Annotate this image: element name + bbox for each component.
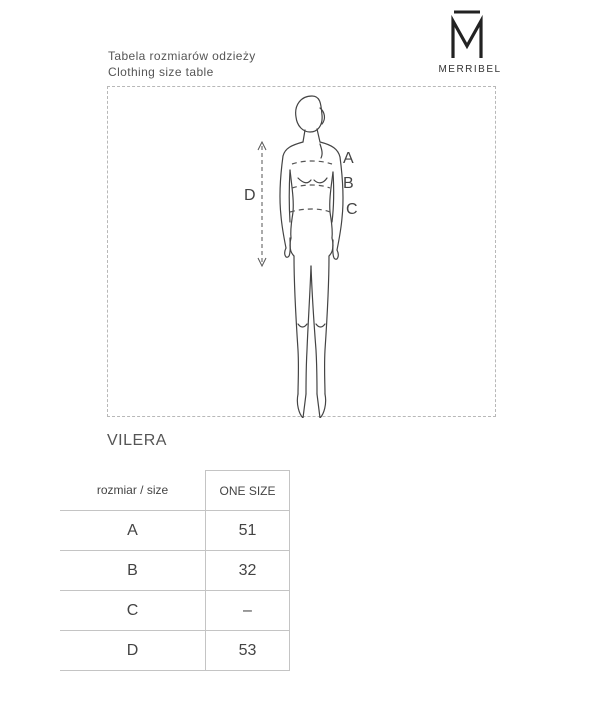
model-name: VILERA [107,432,167,449]
page-title-polish: Tabela rozmiarów odzieży [108,49,256,63]
size-table-header-label: rozmiar / size [60,471,206,511]
row-value: 53 [206,631,290,671]
size-table-row [60,591,290,631]
marker-c-label: C [346,201,358,218]
merribel-logo-icon [447,8,487,62]
row-value: – [206,591,290,631]
size-table-column-header: ONE SIZE [206,471,290,511]
size-table [60,470,290,671]
size-table-row [60,631,290,671]
page-title-english: Clothing size table [108,65,214,79]
row-label: C [60,591,206,631]
marker-b-label: B [343,175,354,192]
size-table-row [60,511,290,551]
size-table-row [60,551,290,591]
body-measurement-figure [180,88,420,418]
row-value: 32 [206,551,290,591]
marker-d-label: D [244,187,256,204]
size-table-header-row [60,471,290,511]
row-value: 51 [206,511,290,551]
brand-name: MERRIBEL [438,64,502,75]
row-label: A [60,511,206,551]
row-label: B [60,551,206,591]
marker-a-label: A [343,150,354,167]
row-label: D [60,631,206,671]
